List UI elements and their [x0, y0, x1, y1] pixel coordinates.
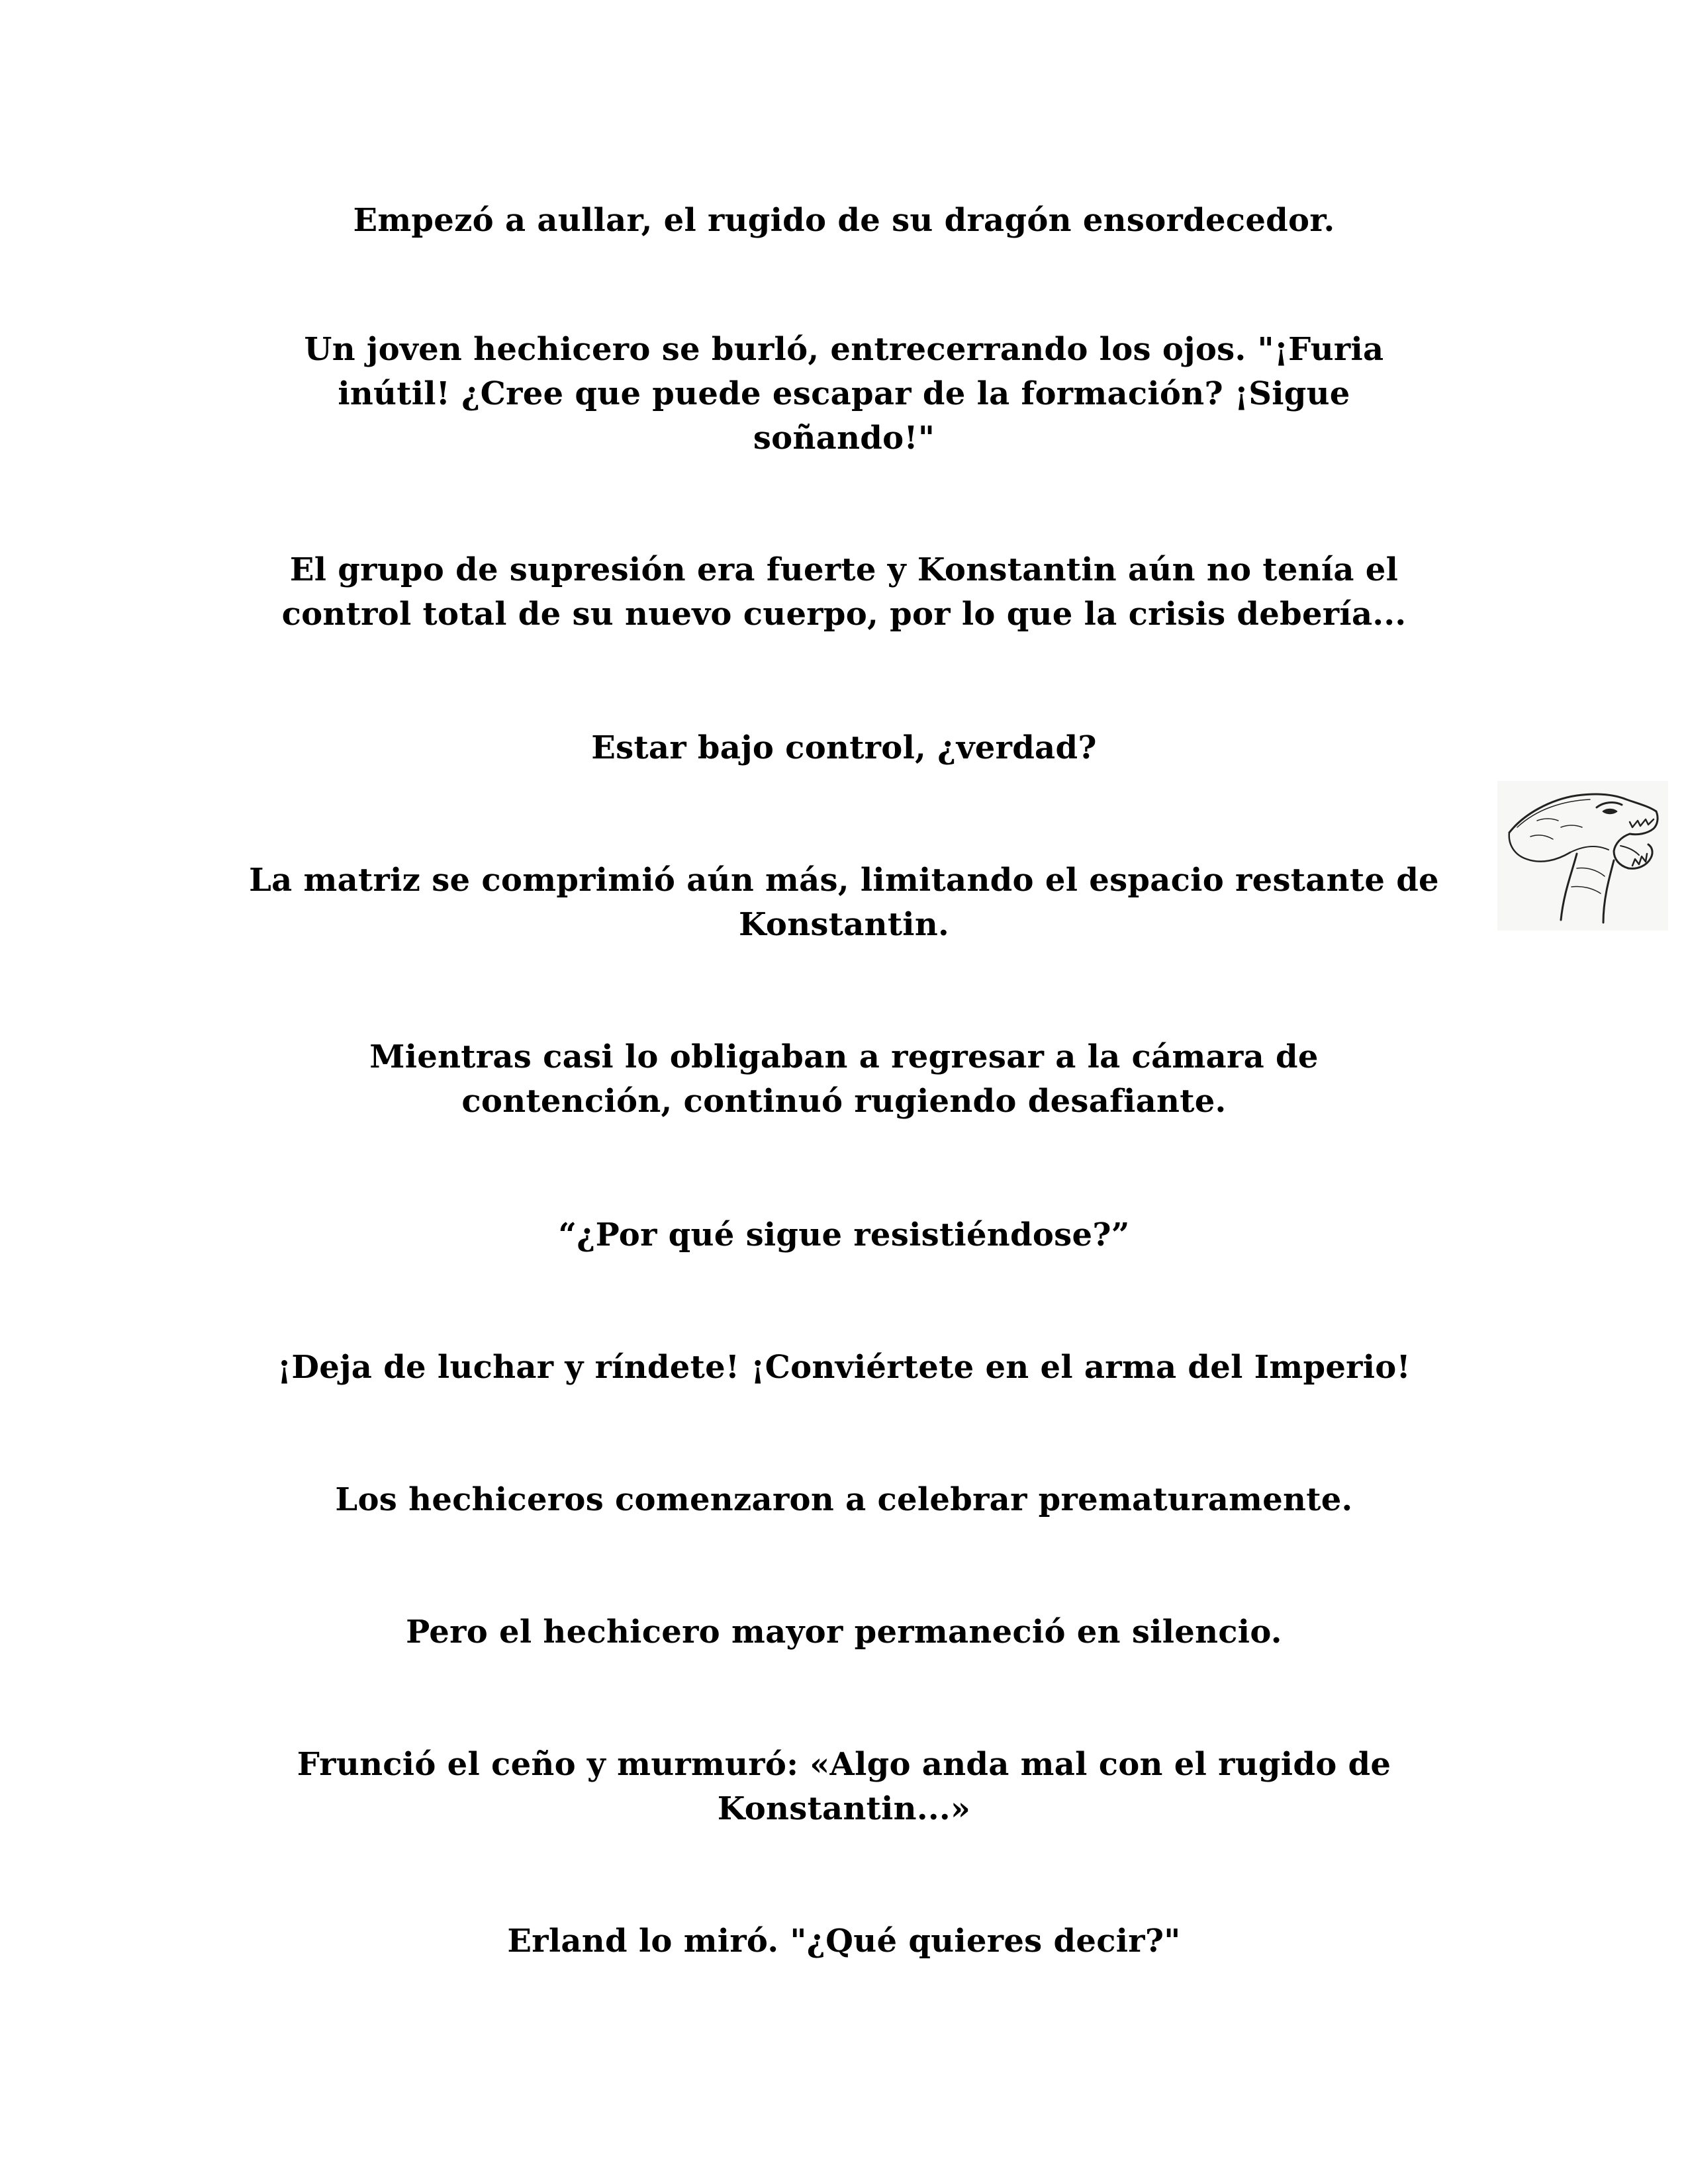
paragraph-1: Empezó a aullar, el rugido de su dragón ensordecedor.	[353, 202, 1335, 239]
paragraph-9: Los hechiceros comenzaron a celebrar prematuramente.	[335, 1481, 1353, 1518]
dragon-head-sketch-icon	[1497, 781, 1668, 931]
paragraph-12: Erland lo miró. "¿Qué quieres decir?"	[507, 1923, 1181, 1960]
paragraph-6: Mientras casi lo obligaban a regresar a la cámara de contención, continuó rugiendo desafiante.	[369, 1038, 1319, 1120]
paragraph-3: El grupo de supresión era fuerte y Konstantin aún no tenía el control total de su nuevo cuerpo, por lo que la crisis debería...	[281, 551, 1407, 633]
paragraph-8: ¡Deja de luchar y ríndete! ¡Conviértete en el arma del Imperio!	[277, 1349, 1411, 1386]
paragraph-2: Un joven hechicero se burló, entrecerrando los ojos. "¡Furia inútil! ¿Cree que puede escapar de la formación? ¡Sigue soñando!"	[304, 331, 1384, 457]
paragraph-7: “¿Por qué sigue resistiéndose?”	[558, 1216, 1130, 1253]
paragraph-4: Estar bajo control, ¿verdad?	[591, 729, 1097, 766]
paragraph-10: Pero el hechicero mayor permaneció en silencio.	[406, 1614, 1282, 1651]
paragraph-5: La matriz se comprimió aún más, limitando el espacio restante de Konstantin.	[249, 862, 1439, 943]
paragraph-11: Frunció el ceño y murmuró: «Algo anda mal con el rugido de Konstantin...»	[297, 1746, 1391, 1827]
